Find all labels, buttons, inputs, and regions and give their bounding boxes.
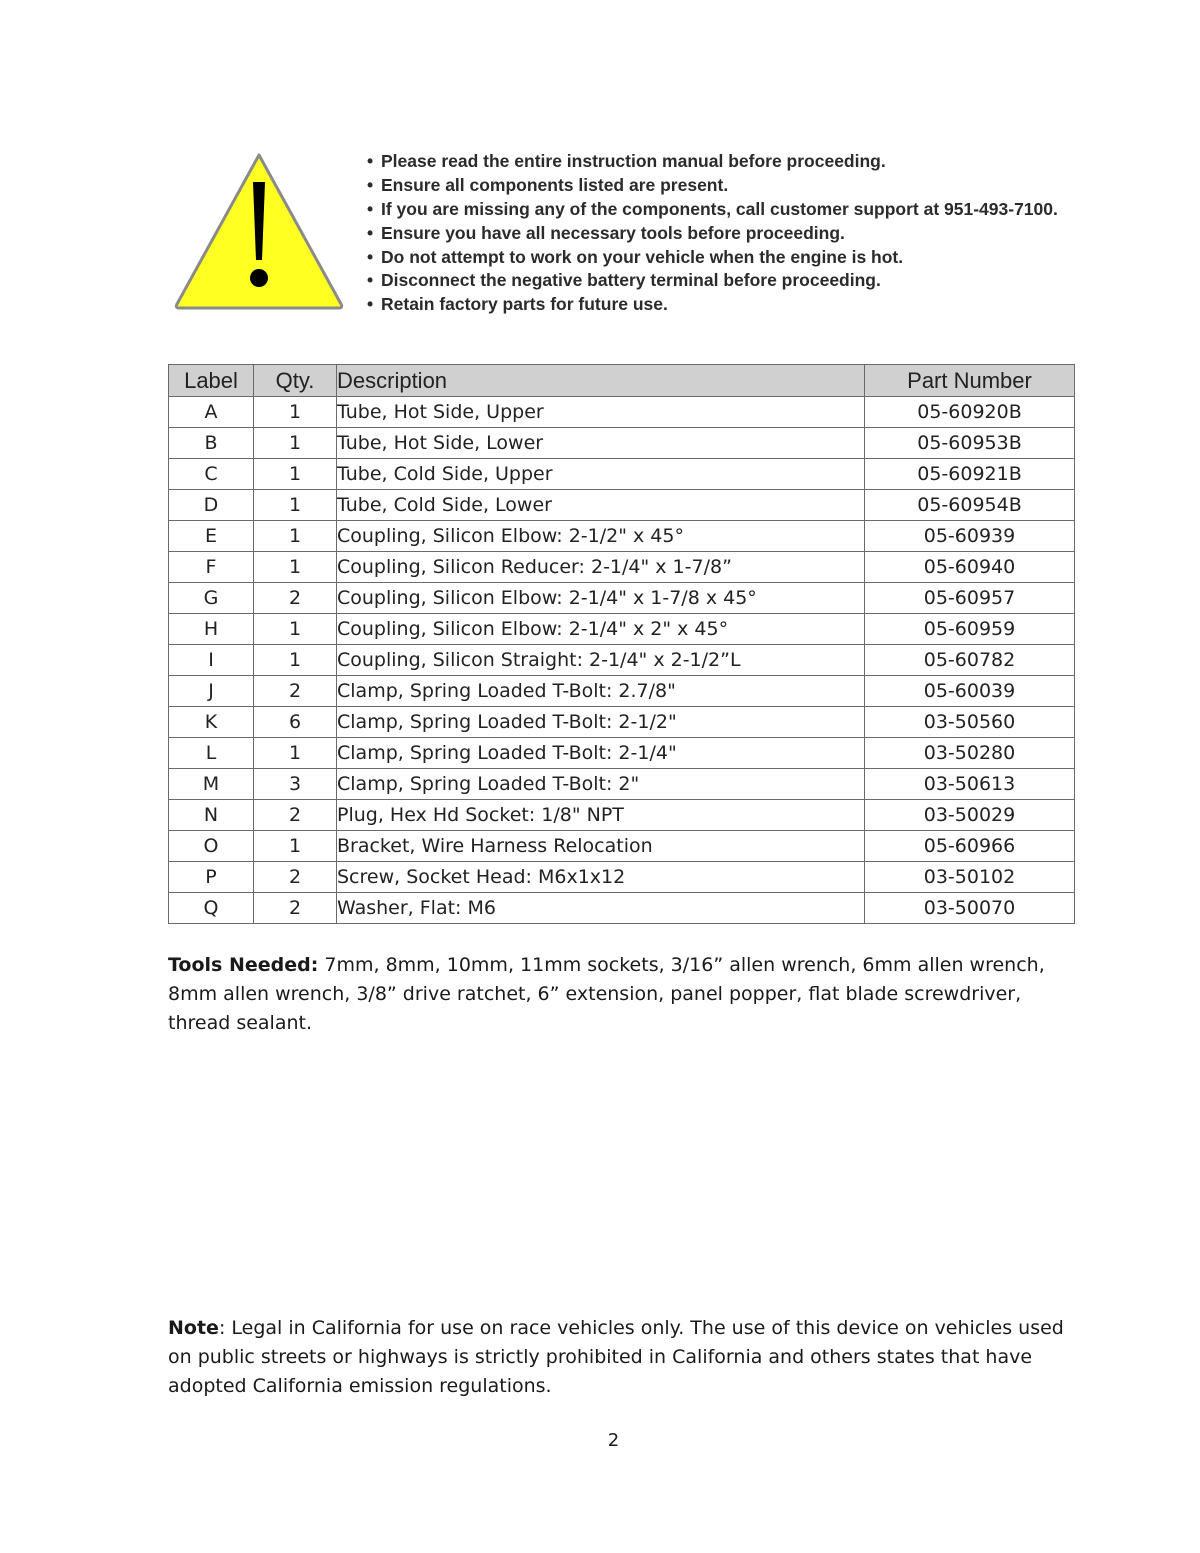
table-row (169, 831, 1075, 862)
cell-description: Plug, Hex Hd Socket: 1/8" NPT (337, 800, 865, 831)
header-part-number: Part Number (865, 365, 1075, 397)
cell-description: Tube, Cold Side, Lower (337, 490, 865, 521)
cell-label: A (169, 397, 254, 428)
cell-label: I (169, 645, 254, 676)
cell-part-number: 05-60966 (865, 831, 1075, 862)
cell-part-number: 03-50102 (865, 862, 1075, 893)
cell-description: Washer, Flat: M6 (337, 893, 865, 924)
cell-label: B (169, 428, 254, 459)
warning-triangle-icon (173, 150, 345, 312)
header-qty: Qty. (254, 365, 337, 397)
table-row (169, 552, 1075, 583)
cell-label: F (169, 552, 254, 583)
cell-qty: 2 (254, 676, 337, 707)
cell-part-number: 05-60954B (865, 490, 1075, 521)
cell-description: Tube, Hot Side, Upper (337, 397, 865, 428)
cell-qty: 2 (254, 583, 337, 614)
warning-item: • Ensure all components listed are present. (367, 174, 1058, 198)
table-row (169, 893, 1075, 924)
cell-part-number: 05-60940 (865, 552, 1075, 583)
table-row (169, 459, 1075, 490)
table-row (169, 428, 1075, 459)
cell-description: Tube, Cold Side, Upper (337, 459, 865, 490)
cell-description: Clamp, Spring Loaded T-Bolt: 2.7/8" (337, 676, 865, 707)
cell-label: C (169, 459, 254, 490)
cell-part-number: 05-60939 (865, 521, 1075, 552)
cell-description: Coupling, Silicon Straight: 2-1/4" x 2-1/2”L (337, 645, 865, 676)
cell-qty: 1 (254, 490, 337, 521)
cell-qty: 3 (254, 769, 337, 800)
warning-item: • Disconnect the negative battery terminal before proceeding. (367, 269, 1058, 293)
cell-label: G (169, 583, 254, 614)
cell-label: H (169, 614, 254, 645)
table-row (169, 645, 1075, 676)
table-row (169, 614, 1075, 645)
cell-qty: 1 (254, 614, 337, 645)
table-row (169, 769, 1075, 800)
table-row (169, 397, 1075, 428)
parts-table (168, 364, 1075, 924)
table-row (169, 521, 1075, 552)
cell-qty: 6 (254, 707, 337, 738)
cell-label: E (169, 521, 254, 552)
cell-part-number: 05-60957 (865, 583, 1075, 614)
cell-qty: 1 (254, 521, 337, 552)
cell-description: Coupling, Silicon Elbow: 2-1/4" x 1-7/8 x 45° (337, 583, 865, 614)
note-label: Note (168, 1317, 219, 1339)
cell-part-number: 05-60953B (865, 428, 1075, 459)
cell-qty: 1 (254, 738, 337, 769)
cell-part-number: 03-50560 (865, 707, 1075, 738)
cell-qty: 1 (254, 428, 337, 459)
table-row (169, 676, 1075, 707)
tools-needed (168, 951, 1068, 1038)
cell-qty: 1 (254, 397, 337, 428)
cell-label: O (169, 831, 254, 862)
header-label: Label (169, 365, 254, 397)
warning-item: • Please read the entire instruction manual before proceeding. (367, 150, 1058, 174)
warning-item: • Retain factory parts for future use. (367, 293, 1058, 317)
tools-text: 7mm, 8mm, 10mm, 11mm sockets, 3/16” allen wrench, 6mm allen wrench, 8mm allen wrench, 3/8” drive ratchet, 6” extension, panel popper, flat blade screwdriver, thread sealant. (168, 954, 1045, 1034)
cell-part-number: 05-60039 (865, 676, 1075, 707)
cell-description: Coupling, Silicon Reducer: 2-1/4" x 1-7/8” (337, 552, 865, 583)
warning-item: • If you are missing any of the components, call customer support at 951-493-7100. (367, 198, 1058, 222)
cell-label: M (169, 769, 254, 800)
cell-qty: 1 (254, 552, 337, 583)
cell-label: Q (169, 893, 254, 924)
cell-label: J (169, 676, 254, 707)
cell-description: Bracket, Wire Harness Relocation (337, 831, 865, 862)
note-text: : Legal in California for use on race vehicles only. The use of this device on vehicles used on public streets or highways is strictly prohibited in California and others states that have adopted California emission regulations. (168, 1317, 1064, 1397)
cell-description: Coupling, Silicon Elbow: 2-1/4" x 2" x 45° (337, 614, 865, 645)
cell-description: Screw, Socket Head: M6x1x12 (337, 862, 865, 893)
header-description: Description (337, 365, 865, 397)
cell-qty: 2 (254, 800, 337, 831)
cell-part-number: 03-50070 (865, 893, 1075, 924)
cell-part-number: 03-50280 (865, 738, 1075, 769)
cell-qty: 1 (254, 831, 337, 862)
warning-item: • Ensure you have all necessary tools before proceeding. (367, 222, 1058, 246)
cell-part-number: 03-50613 (865, 769, 1075, 800)
legal-note (168, 1314, 1068, 1401)
table-header-row (169, 365, 1075, 397)
cell-label: N (169, 800, 254, 831)
cell-label: K (169, 707, 254, 738)
table-row (169, 738, 1075, 769)
cell-part-number: 05-60782 (865, 645, 1075, 676)
table-row (169, 800, 1075, 831)
table-row (169, 490, 1075, 521)
cell-label: P (169, 862, 254, 893)
cell-qty: 2 (254, 893, 337, 924)
cell-label: D (169, 490, 254, 521)
cell-description: Tube, Hot Side, Lower (337, 428, 865, 459)
cell-qty: 1 (254, 459, 337, 490)
cell-description: Clamp, Spring Loaded T-Bolt: 2-1/2" (337, 707, 865, 738)
cell-description: Clamp, Spring Loaded T-Bolt: 2-1/4" (337, 738, 865, 769)
tools-label: Tools Needed: (168, 954, 319, 976)
table-row (169, 583, 1075, 614)
page-number: 2 (607, 1430, 620, 1451)
table-row (169, 862, 1075, 893)
parts-table-body (169, 397, 1075, 924)
cell-part-number: 05-60920B (865, 397, 1075, 428)
warning-list (367, 150, 1058, 317)
warning-item: • Do not attempt to work on your vehicle when the engine is hot. (367, 246, 1058, 270)
cell-qty: 2 (254, 862, 337, 893)
cell-part-number: 03-50029 (865, 800, 1075, 831)
cell-part-number: 05-60959 (865, 614, 1075, 645)
cell-qty: 1 (254, 645, 337, 676)
cell-part-number: 05-60921B (865, 459, 1075, 490)
cell-description: Clamp, Spring Loaded T-Bolt: 2" (337, 769, 865, 800)
cell-description: Coupling, Silicon Elbow: 2-1/2" x 45° (337, 521, 865, 552)
table-row (169, 707, 1075, 738)
cell-label: L (169, 738, 254, 769)
